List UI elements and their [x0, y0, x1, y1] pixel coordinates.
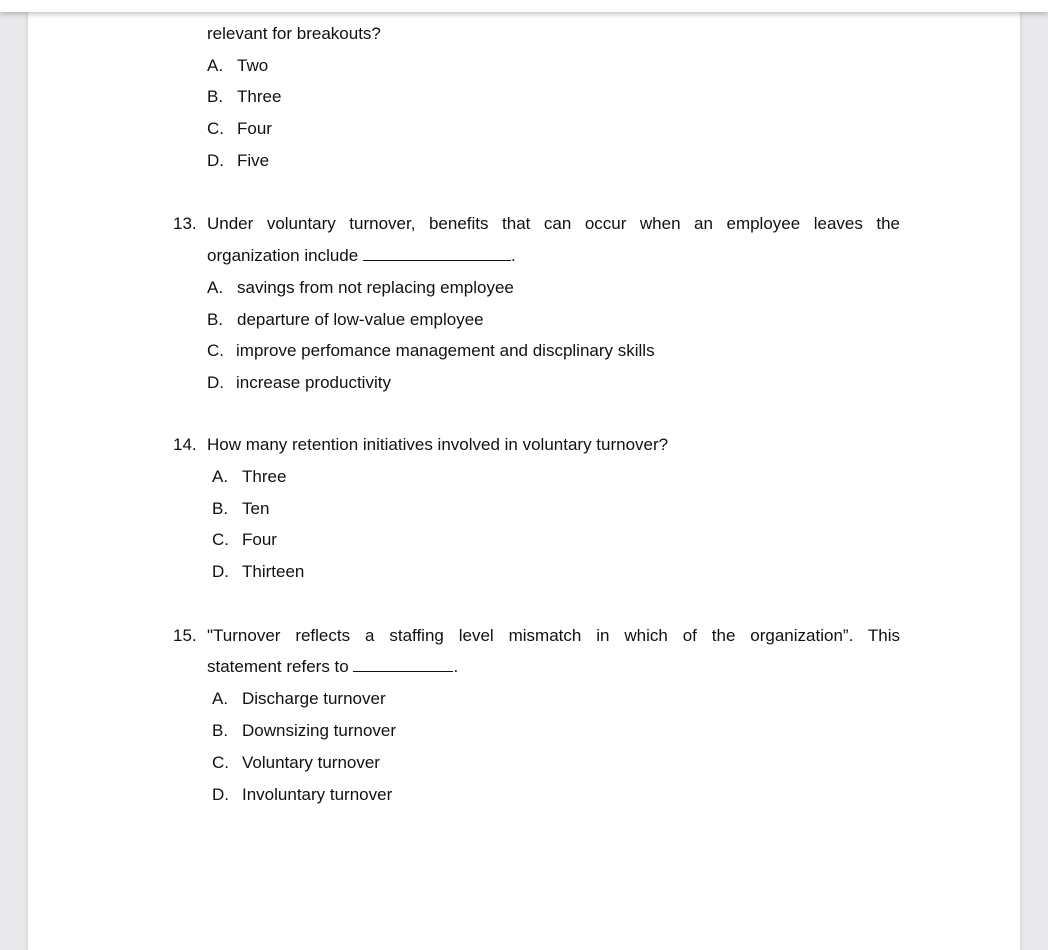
- option-letter: C.: [212, 530, 229, 549]
- q14-text: How many retention initiatives involved in voluntary turnover?: [207, 435, 669, 454]
- option-text: Five: [237, 151, 270, 170]
- q14-number: 14.: [173, 435, 197, 454]
- option-text: departure of low-value employee: [237, 310, 484, 329]
- q15-number: 15.: [173, 626, 197, 645]
- q14-option-b: [212, 499, 269, 519]
- option-text: organization include: [207, 246, 359, 265]
- option-text: increase productivity: [236, 373, 391, 392]
- q14-option-c: [212, 530, 277, 550]
- option-text: Two: [237, 56, 269, 75]
- q15-text-line2: [207, 657, 458, 677]
- q12-option-b: [207, 87, 281, 107]
- q15-option-d: [212, 785, 392, 805]
- q15-text-line1: "Turnover reflects a staffing level mismatch in which of the organization”. This: [207, 626, 900, 645]
- option-text: Thirteen: [242, 562, 305, 581]
- option-letter: D.: [207, 151, 224, 170]
- option-text: statement refers to: [207, 657, 349, 676]
- q12-option-c: [207, 119, 272, 139]
- option-letter: C.: [207, 119, 224, 138]
- option-text: savings from not replacing employee: [237, 278, 514, 297]
- option-text: improve perfomance management and discplinary skills: [236, 341, 655, 360]
- option-letter: D.: [212, 562, 229, 581]
- option-letter: A.: [207, 278, 224, 297]
- q13-option-b: [207, 310, 484, 330]
- option-text: Three: [237, 87, 282, 106]
- option-text: .: [510, 246, 516, 265]
- option-text: .: [453, 657, 459, 676]
- option-letter: C.: [207, 341, 224, 360]
- option-letter: C.: [212, 753, 229, 772]
- q15-option-c: [212, 753, 380, 773]
- option-text: Four: [237, 119, 272, 138]
- q15-option-b: [212, 721, 396, 741]
- q13-number: 13.: [173, 214, 197, 233]
- option-letter: A.: [212, 467, 229, 486]
- q13-option-a: [207, 278, 514, 298]
- option-text: Four: [242, 530, 277, 549]
- option-text: Downsizing turnover: [242, 721, 397, 740]
- option-text: Discharge turnover: [242, 689, 386, 708]
- q13-option-d: [207, 373, 391, 393]
- q13-text-line1: Under voluntary turnover, benefits that can occur when an employee leaves the: [207, 214, 900, 233]
- option-letter: B.: [212, 721, 229, 740]
- q14-option-d: [212, 562, 304, 582]
- q12-option-d: [207, 151, 269, 171]
- option-letter: D.: [207, 373, 224, 392]
- answer-blank: [353, 657, 453, 672]
- q14-option-a: [212, 467, 286, 487]
- option-letter: B.: [212, 499, 229, 518]
- document-page: [28, 12, 1020, 950]
- option-letter: D.: [212, 785, 229, 804]
- q13-option-c: [207, 341, 655, 361]
- option-letter: A.: [212, 689, 229, 708]
- q12-option-a: [207, 56, 268, 76]
- option-text: Ten: [242, 499, 270, 518]
- viewer-top-bar: [0, 0, 1048, 12]
- option-letter: B.: [207, 310, 224, 329]
- answer-blank: [363, 246, 511, 261]
- option-text: Involuntary turnover: [242, 785, 393, 804]
- option-text: Voluntary turnover: [242, 753, 380, 772]
- option-letter: A.: [207, 56, 224, 75]
- option-letter: B.: [207, 87, 224, 106]
- q12-text: relevant for breakouts?: [207, 24, 381, 43]
- option-text: Three: [242, 467, 287, 486]
- q15-option-a: [212, 689, 386, 709]
- q13-text-line2: [207, 246, 516, 266]
